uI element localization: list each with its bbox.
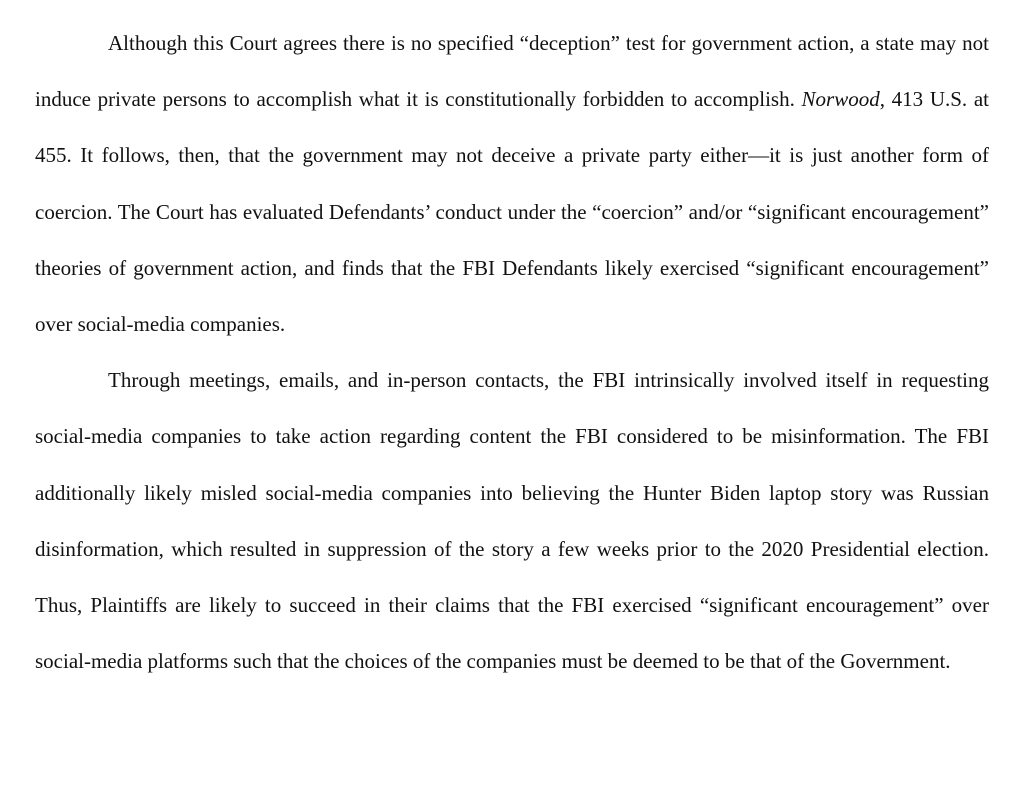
- paragraph-text: , 413 U.S. at 455. It follows, then, that the government may not deceive a private party either—it is just another form of coercion. The Court has evaluated Defendants’ conduct under the “coercion” and/or “significant encouragement” theories of government action, and finds that the FBI Defendants likely exercised “significant encouragement” over social-media companies.: [35, 87, 989, 337]
- case-citation-italic: Norwood: [801, 87, 880, 112]
- paragraph-text: Although this Court agrees there is no specified “deception” test for government action, a state may not induce private persons to accomplish what it is constitutionally forbidden to accomplish.: [35, 31, 989, 112]
- document-page: [35, 15, 989, 689]
- paragraph-deception-test: [35, 15, 989, 352]
- paragraph-fbi-findings: [35, 352, 989, 689]
- paragraph-text: Through meetings, emails, and in-person contacts, the FBI intrinsically involved itself in requesting social-media companies to take action regarding content the FBI considered to be misinformation. The FBI additionally likely misled social-media companies into believing the Hunter Biden laptop story was Russian disinformation, which resulted in suppression of the story a few weeks prior to the 2020 Presidential election. Thus, Plaintiffs are likely to succeed in their claims that the FBI exercised “significant encouragement” over social-media platforms such that the choices of the companies must be deemed to be that of the Government.: [35, 368, 989, 674]
